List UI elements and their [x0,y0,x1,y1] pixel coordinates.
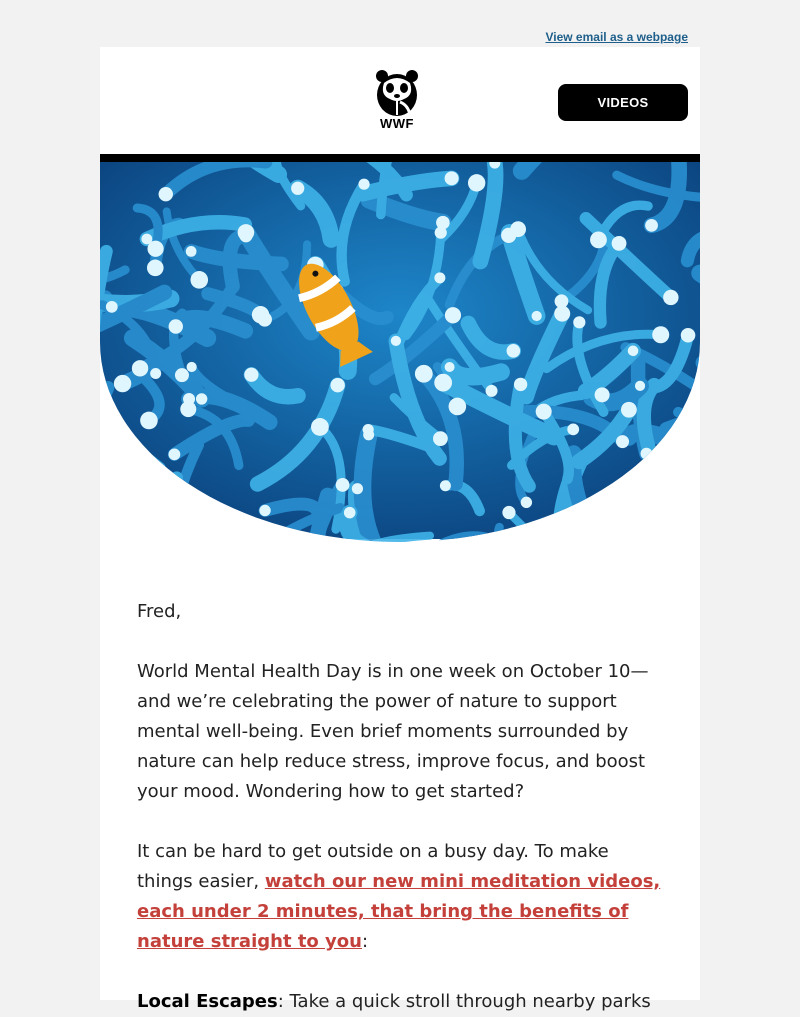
wwf-logo[interactable] [374,69,420,135]
view-as-webpage-link[interactable]: View email as a webpage [545,30,688,44]
panda-icon [374,69,420,117]
paragraph-intro: World Mental Health Day is in one week on October 10—and we’re celebrating the power of nature to support mental well-being. Even brief moments surrounded by nature can help reduce stress, improve focus, and boost your mood. Wondering how to get started? [137,661,649,802]
logo-text: WWF [380,116,414,131]
greeting: Fred, [137,601,182,622]
meditation-videos-link[interactable]: watch our new mini meditation videos, each under 2 minutes, that bring the benefits of nature straight to you [137,871,661,952]
videos-button[interactable]: VIDEOS [558,84,688,121]
email-header [100,47,700,162]
hero-image[interactable] [100,162,700,539]
paragraph-videos-prefix: It can be hard to get outside on a busy day. To make things easier, [137,841,609,892]
paragraph-videos [137,837,663,957]
topbar [100,26,688,45]
email-body [100,539,700,1017]
clownfish-anemone-photo [100,162,700,539]
email-card [100,47,700,1012]
local-escapes-title: Local Escapes [137,991,278,1012]
list-item-local-escapes [137,987,663,1017]
local-escapes-text: : Take a quick stroll through nearby parks [277,991,651,1012]
paragraph-videos-suffix: : [361,931,369,952]
